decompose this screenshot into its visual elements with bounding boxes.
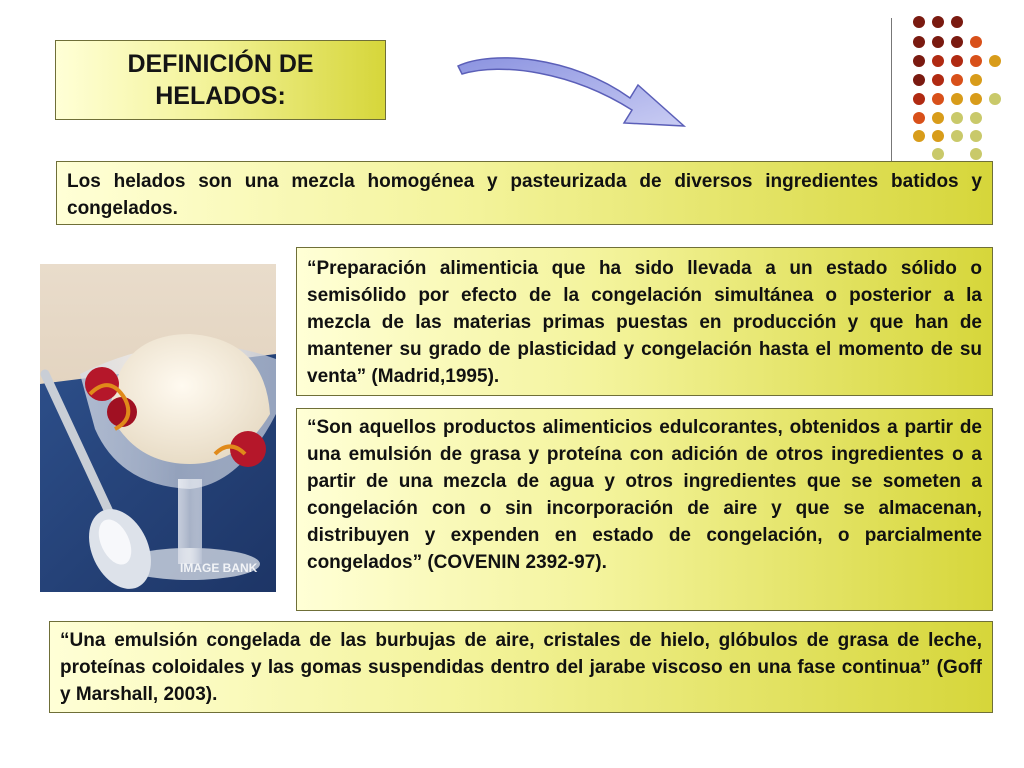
definition-madrid	[296, 247, 993, 396]
definition-covenin	[296, 408, 993, 611]
definition-general-text: Los helados son una mezcla homogénea y pasteurizada de diversos ingredientes batidos y congelados.	[67, 171, 982, 219]
definition-goff-marshall	[49, 621, 993, 713]
image-watermark: IMAGE BANK	[180, 561, 258, 575]
slide-title-line2: HELADOS:	[155, 82, 286, 110]
definition-madrid-text: “Preparación alimenticia que ha sido llevada a un estado sólido o semisólido por efecto de la congelación simultánea o posterior a la mezcla de las materias primas puestas en producción y que han de mantener su grado de plasticidad y congelación hasta el momento de su venta” (Madrid,1995).	[307, 258, 982, 387]
definition-covenin-text: “Son aquellos productos alimenticios edulcorantes, obtenidos a partir de una emulsión de grasa y proteína con adición de otros ingredientes o a partir de una mezcla de agua y otros ingredientes que se someten a congelación con o sin incorporación de aire y que se almacenan, distribuyen y expenden en estado de congelación, o parcialmente congelados” (COVENIN 2392-97).	[307, 417, 982, 573]
slide-title-line1: DEFINICIÓN DE	[127, 50, 314, 78]
curved-arrow-icon	[452, 52, 692, 134]
slide-title	[55, 40, 386, 120]
decorative-dots	[905, 12, 1005, 162]
ice-cream-dessert-photo	[40, 264, 276, 592]
decorative-divider	[891, 18, 892, 161]
definition-general	[56, 161, 993, 225]
definition-goff-marshall-text: “Una emulsión congelada de las burbujas de aire, cristales de hielo, glóbulos de grasa de leche, proteínas coloidales y las gomas suspendidas dentro del jarabe viscoso en una fase continua” (Goff y Marshall, 2003).	[60, 630, 982, 705]
